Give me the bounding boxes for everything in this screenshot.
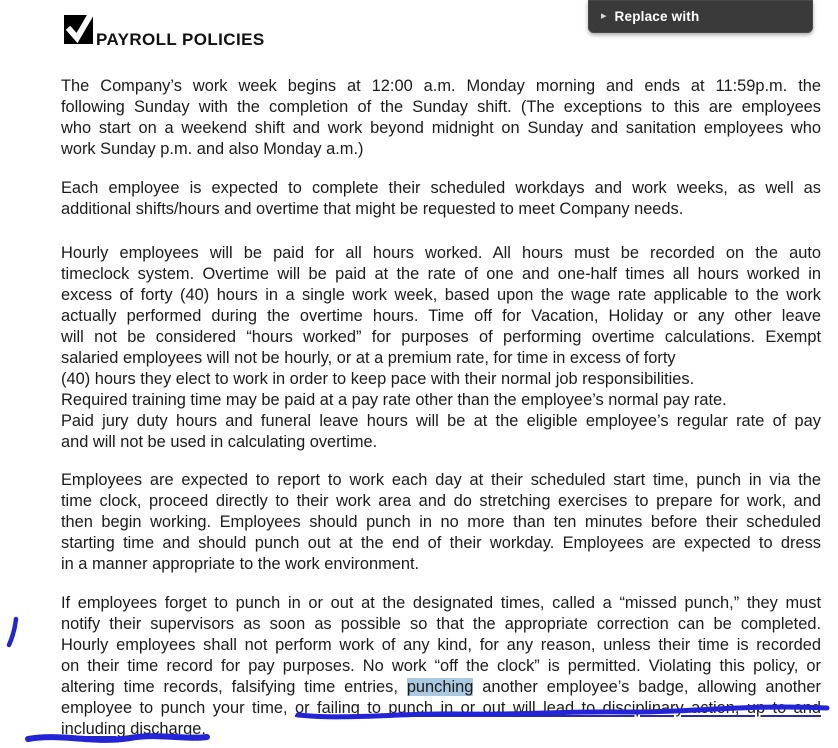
replace-with-popup[interactable]	[588, 0, 813, 33]
paragraph-line: (40) hours they elect to work in order to keep pace with their normal job responsibilities.	[61, 370, 695, 388]
highlighted-word[interactable]: punching	[406, 678, 474, 696]
paragraph-line: time clock, proceed directly to their work area and do stretching exercises to prepare for work, and	[61, 492, 821, 510]
paragraph-schedule	[61, 178, 821, 220]
paragraph-punch-in	[61, 470, 821, 575]
paragraph-line: Employees are expected to report to work each day at their scheduled start time, punch in via the	[61, 471, 821, 489]
paragraph-line: Paid jury duty hours and funeral leave hours will be at the eligible employee’s regular rate of pay	[61, 412, 821, 430]
checked-checkbox-icon	[62, 9, 98, 47]
paragraph-line	[61, 677, 821, 698]
paragraph-line: Required training time may be paid at a pay rate other than the employee’s normal pay rate.	[61, 391, 727, 409]
paragraph-line	[61, 719, 821, 740]
expand-arrow-icon: ▸	[601, 10, 607, 22]
paragraph-line: on their time record for pay purposes. No work “off the clock” is permitted. Violating this policy, or	[61, 657, 821, 675]
paragraph-workweek	[61, 76, 821, 160]
replace-with-label: Replace with	[614, 9, 700, 24]
paragraph-line: timeclock system. Overtime will be paid at the rate of one and one-half times all hours worked in	[61, 265, 821, 283]
paragraph-line: additional shifts/hours and overtime that might be requested to meet Company needs.	[61, 200, 684, 218]
page-title: PAYROLL POLICIES	[96, 30, 265, 49]
paragraph-missed-punch	[61, 593, 821, 740]
line-text: another employee’s badge, allowing another	[473, 678, 821, 696]
paragraph-line: in a manner appropriate to the work environment.	[61, 555, 420, 573]
paragraph-line: actually performed during the overtime hours. Time off for Vacation, Holiday or any other leave	[61, 307, 821, 325]
paragraph-line: who start on a weekend shift and work beyond midnight on Sunday and sanitation employees who	[61, 119, 821, 137]
pen-margin-tick	[9, 619, 16, 645]
paragraph-line: If employees forget to punch in or out at the designated times, called a “missed punch,” they must	[61, 594, 821, 612]
paragraph-line: Hourly employees will be paid for all hours worked. All hours must be recorded on the auto	[61, 244, 821, 262]
paragraph-overtime	[61, 243, 821, 453]
paragraph-line: and will not be used in calculating overtime.	[61, 433, 378, 451]
paragraph-line: salaried employees will not be hourly, or at a premium rate, for time in excess of forty	[61, 349, 676, 367]
paragraph-line: will not be considered “hours worked” for purposes of performing overtime calculations. Exempt	[61, 328, 821, 346]
paragraph-line: Hourly employees shall not perform work of any kind, for any reason, unless their time is recorded	[61, 636, 821, 654]
paragraph-line: starting time and should punch out at the end of their workday. Employees are expected to dress	[61, 534, 821, 552]
paragraph-line: notify their supervisors as soon as possible so that the appropriate correction can be completed.	[61, 615, 821, 633]
paragraph-line: excess of forty (40) hours in a single work week, based upon the wage rate applicable to the work	[61, 286, 821, 304]
underlined-text: or failing to punch in or out will lead to disciplinary action, up to and	[295, 699, 821, 717]
paragraph-line	[61, 698, 821, 719]
paragraph-line: then begin working. Employees should punch in no more than ten minutes before their scheduled	[61, 513, 821, 531]
underlined-text: including discharge.	[61, 720, 206, 738]
paragraph-line: following Sunday with the completion of the Sunday shift. (The exceptions to this are employees	[61, 98, 821, 116]
paragraph-line: work Sunday p.m. and also Monday a.m.)	[61, 140, 364, 158]
line-text: employee to punch your time,	[61, 699, 295, 717]
line-text: altering time records, falsifying time entries,	[61, 678, 407, 696]
paragraph-line: The Company’s work week begins at 12:00 a.m. Monday morning and ends at 11:59p.m. the	[61, 77, 821, 95]
paragraph-line: Each employee is expected to complete their scheduled workdays and work weeks, as well as	[61, 179, 821, 197]
